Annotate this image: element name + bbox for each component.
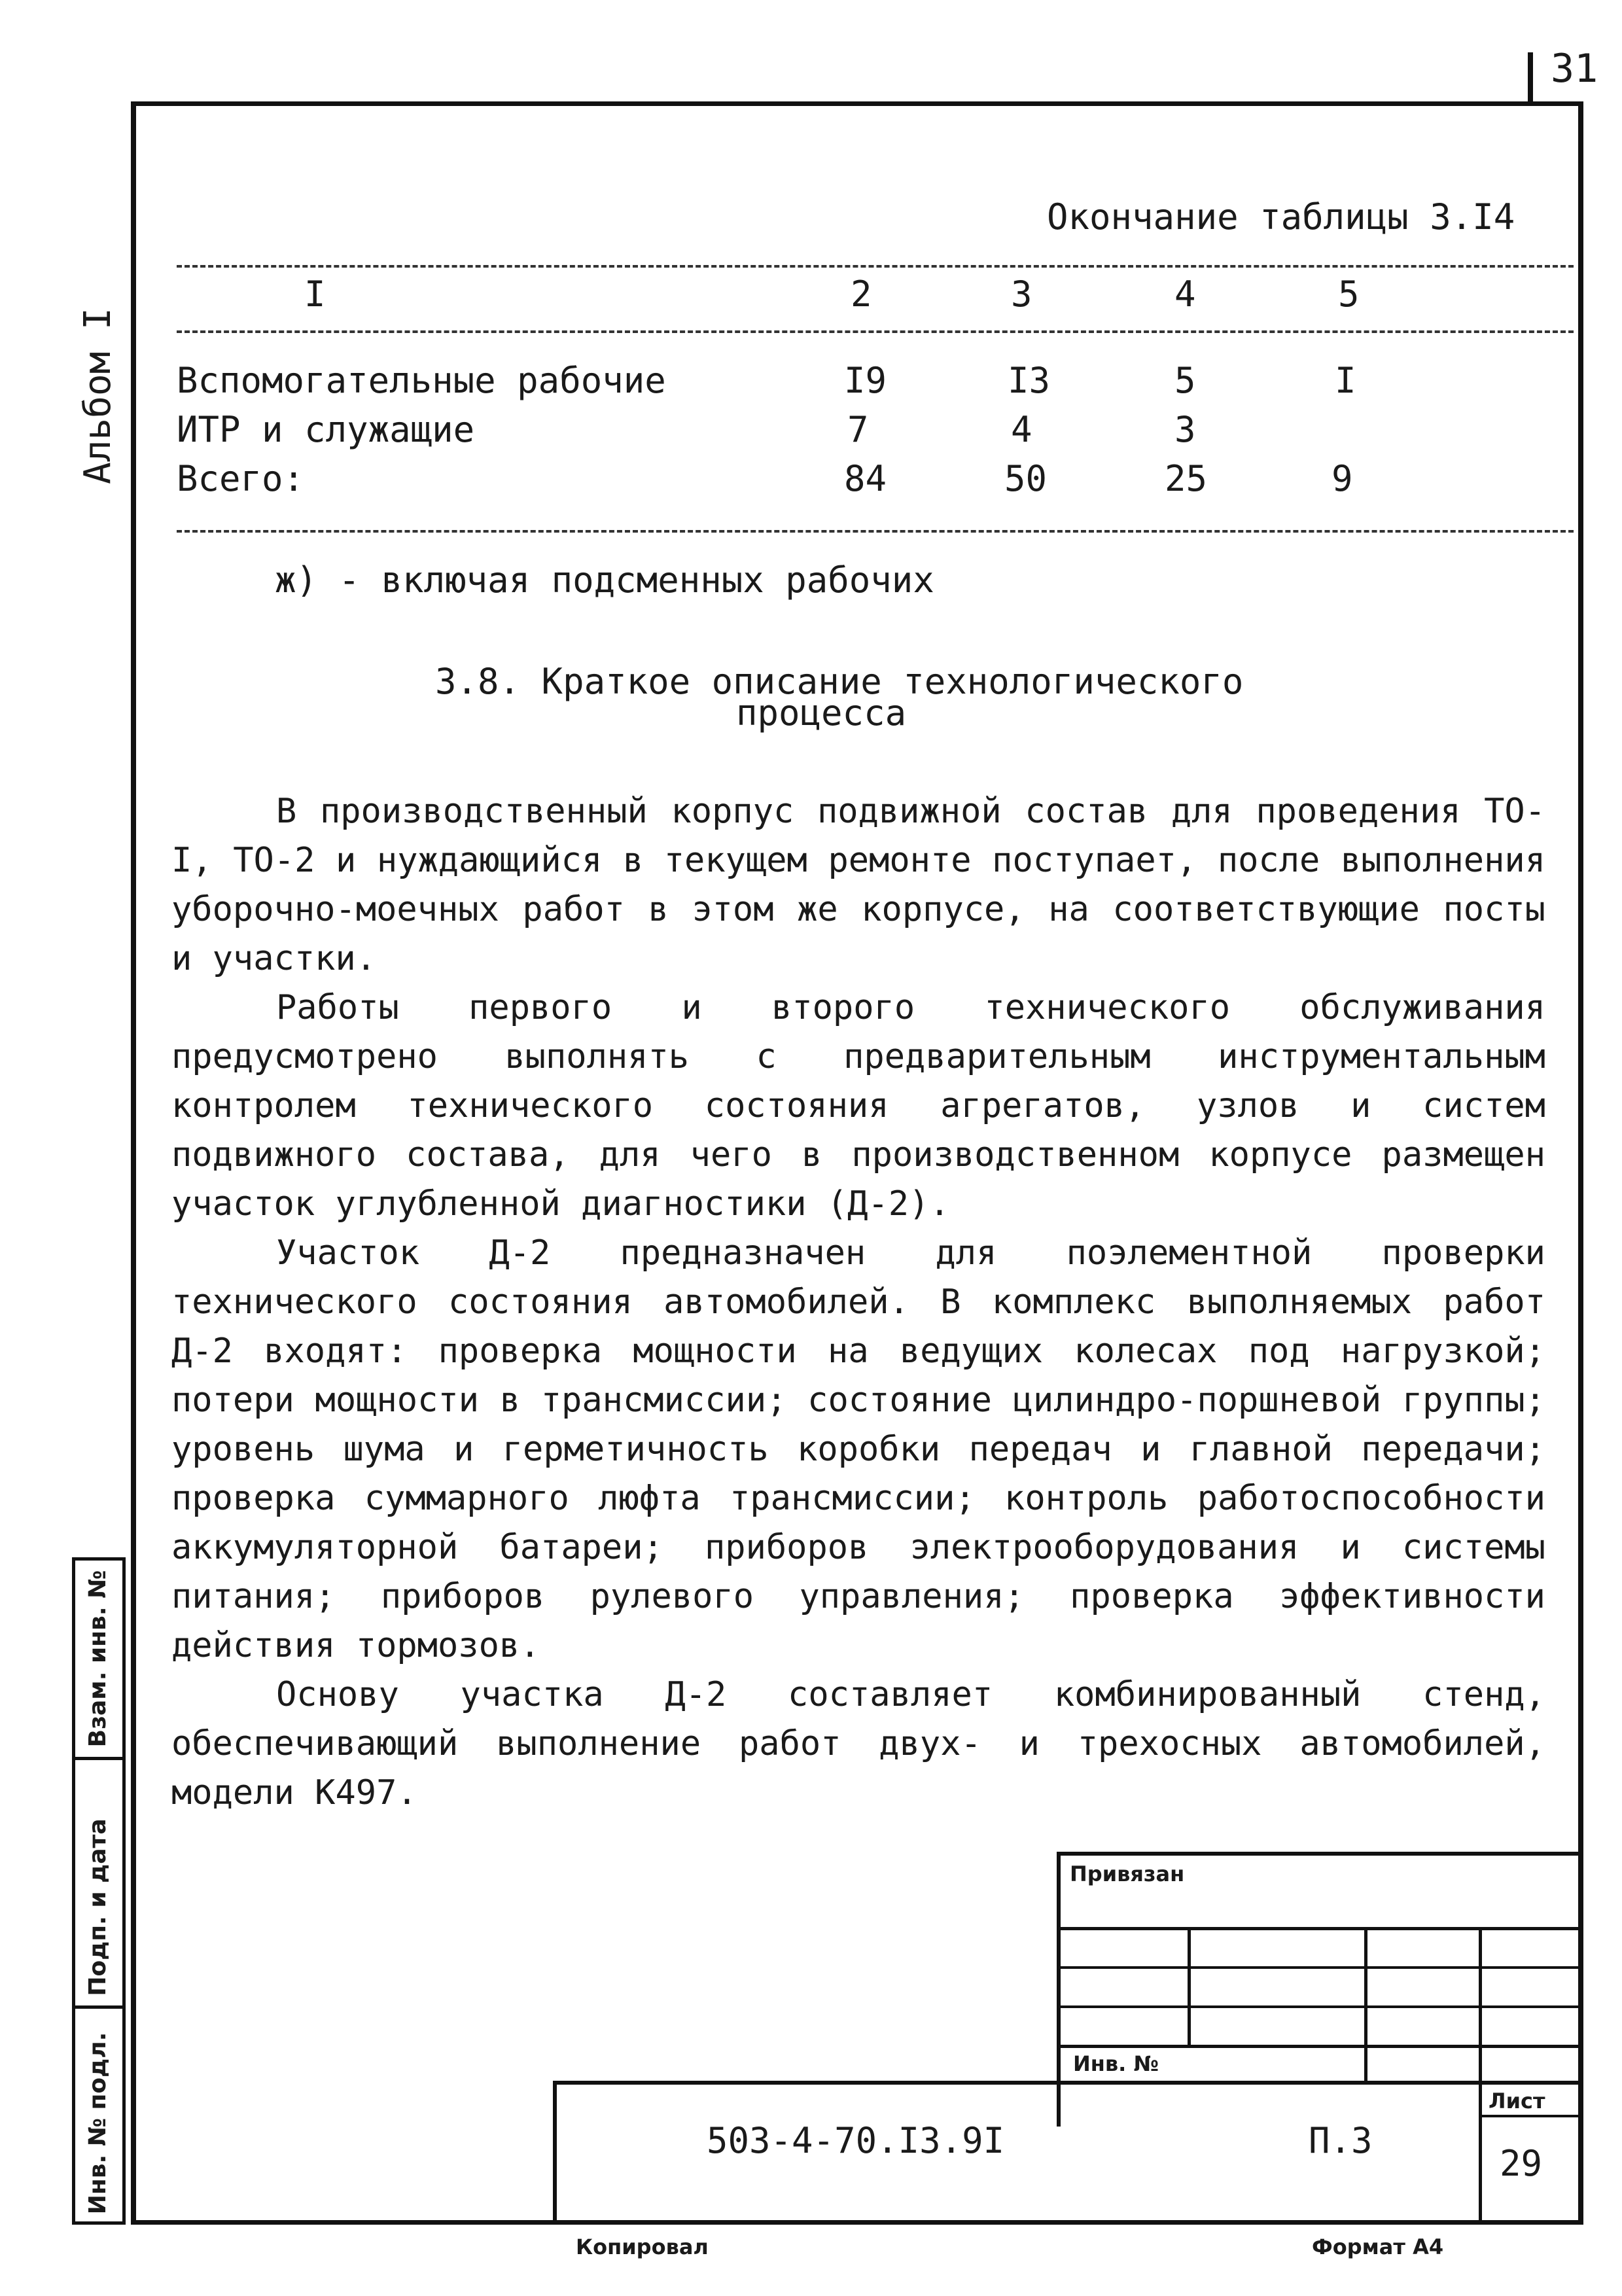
- table-header-cell: 4: [1174, 274, 1196, 315]
- table-caption: Окончание таблицы 3.I4: [1047, 196, 1515, 238]
- format-label: Формат А4: [1312, 2234, 1444, 2259]
- privyazan-label: Привязан: [1070, 1862, 1185, 1886]
- stamp-vzam-inv: Взам. инв. №: [84, 1570, 111, 1748]
- title-block-line: [1479, 2115, 1580, 2117]
- table-cell: I9: [844, 360, 887, 401]
- table-top-rule: [177, 265, 1574, 268]
- paragraph: В производственный корпус подвижной состав для проведения ТО-I, ТО-2 и нуждающийся в текущем ремонте поступает, после выполнения уборочно-моечных работ в этом же корпусе, на соответствующие посты и участки.: [171, 792, 1545, 978]
- title-block-line: [1057, 2005, 1580, 2008]
- table-cell: 7: [847, 409, 869, 450]
- table-header-cell: I: [304, 274, 326, 315]
- approval-stamp-column: [72, 1557, 126, 2225]
- frame-left-border: [131, 101, 136, 2225]
- table-cell: 9: [1331, 458, 1353, 499]
- inv-no-label: Инв. №: [1073, 2051, 1159, 2076]
- stamp-divider: [75, 1757, 122, 1760]
- table-cell: Вспомогательные рабочие: [177, 360, 666, 401]
- title-block-line: [1057, 1966, 1580, 1969]
- title-block-line: [1057, 2045, 1580, 2048]
- table-header-cell: 5: [1338, 274, 1360, 315]
- table-cell: 84: [844, 458, 887, 499]
- title-block-border: [553, 2081, 1580, 2085]
- table-header-cell: 3: [1011, 274, 1032, 315]
- stamp-podp-data: Подп. и дата: [84, 1818, 111, 1996]
- table-header-rule: [177, 330, 1574, 333]
- table-cell: I3: [1008, 360, 1051, 401]
- frame-top-border: [131, 101, 1583, 106]
- table-cell: 25: [1165, 458, 1208, 499]
- title-block-border: [1057, 1852, 1580, 1856]
- copied-label: Копировал: [576, 2234, 709, 2259]
- table-cell: Всего:: [177, 458, 305, 499]
- table-cell: 4: [1011, 409, 1032, 450]
- table-header-cell: 2: [851, 274, 872, 315]
- title-block-border: [1057, 1852, 1061, 2127]
- section-code: П.3: [1309, 2120, 1373, 2161]
- table-cell: 50: [1004, 458, 1048, 499]
- table-bottom-rule: [177, 530, 1574, 533]
- title-block-line: [1057, 1927, 1580, 1930]
- table-cell: ИТР и служащие: [177, 409, 475, 450]
- section-title: 3.8. Краткое описание технологического: [435, 661, 1244, 702]
- paragraph: Работы первого и второго технического обслуживания предусмотрено выполнять с предварительным инструментальным контролем технического состояния агрегатов, узлов и систем подвижного состава, для чего в производственном корпусе размещен участок углубленной диагностики (Д-2).: [171, 988, 1545, 1224]
- album-label: Альбом I: [77, 308, 119, 484]
- title-block-line: [1364, 1927, 1367, 2081]
- sheet-number: 29: [1500, 2143, 1543, 2184]
- frame-right-border: [1578, 101, 1583, 2225]
- title-block-line: [1479, 1927, 1482, 2221]
- body-text: [171, 787, 1545, 1818]
- paragraph: Участок Д-2 предназначен для поэлементной проверки технического состояния автомобилей. В комплекс выполняемых работ Д-2 входят: проверка мощности на ведущих колесах под нагрузкой; потери мощности в трансмиссии; состояние цилиндро-поршневой группы; уровень шума и герметичность коробки передач и главной передачи; проверка суммарного люфта трансмиссии; контроль работоспособности аккумуляторной батареи; приборов электрооборудования и системы питания; приборов рулевого управления; проверка эффективности действия тормозов.: [171, 1233, 1545, 1665]
- corner-marker: [1528, 52, 1533, 101]
- stamp-inv-podl: Инв. № подл.: [84, 2032, 111, 2215]
- document-code: 503-4-70.I3.9I: [707, 2120, 1005, 2161]
- table-cell: 3: [1174, 409, 1196, 450]
- stamp-divider: [75, 2005, 122, 2009]
- frame-bottom-border: [131, 2220, 1583, 2225]
- paragraph: Основу участка Д-2 составляет комбинированный стенд, обеспечивающий выполнение работ двух- и трехосных автомобилей, модели К497.: [171, 1675, 1545, 1812]
- table-cell: 5: [1174, 360, 1196, 401]
- table-footnote: ж) - включая подсменных рабочих: [275, 559, 934, 601]
- section-title-continued: процесса: [736, 692, 907, 733]
- title-block-line: [1188, 1927, 1191, 2045]
- corner-page-number: 31: [1551, 46, 1598, 92]
- sheet-label: Лист: [1489, 2089, 1545, 2113]
- table-cell: I: [1335, 360, 1356, 401]
- title-block-border: [553, 2081, 557, 2221]
